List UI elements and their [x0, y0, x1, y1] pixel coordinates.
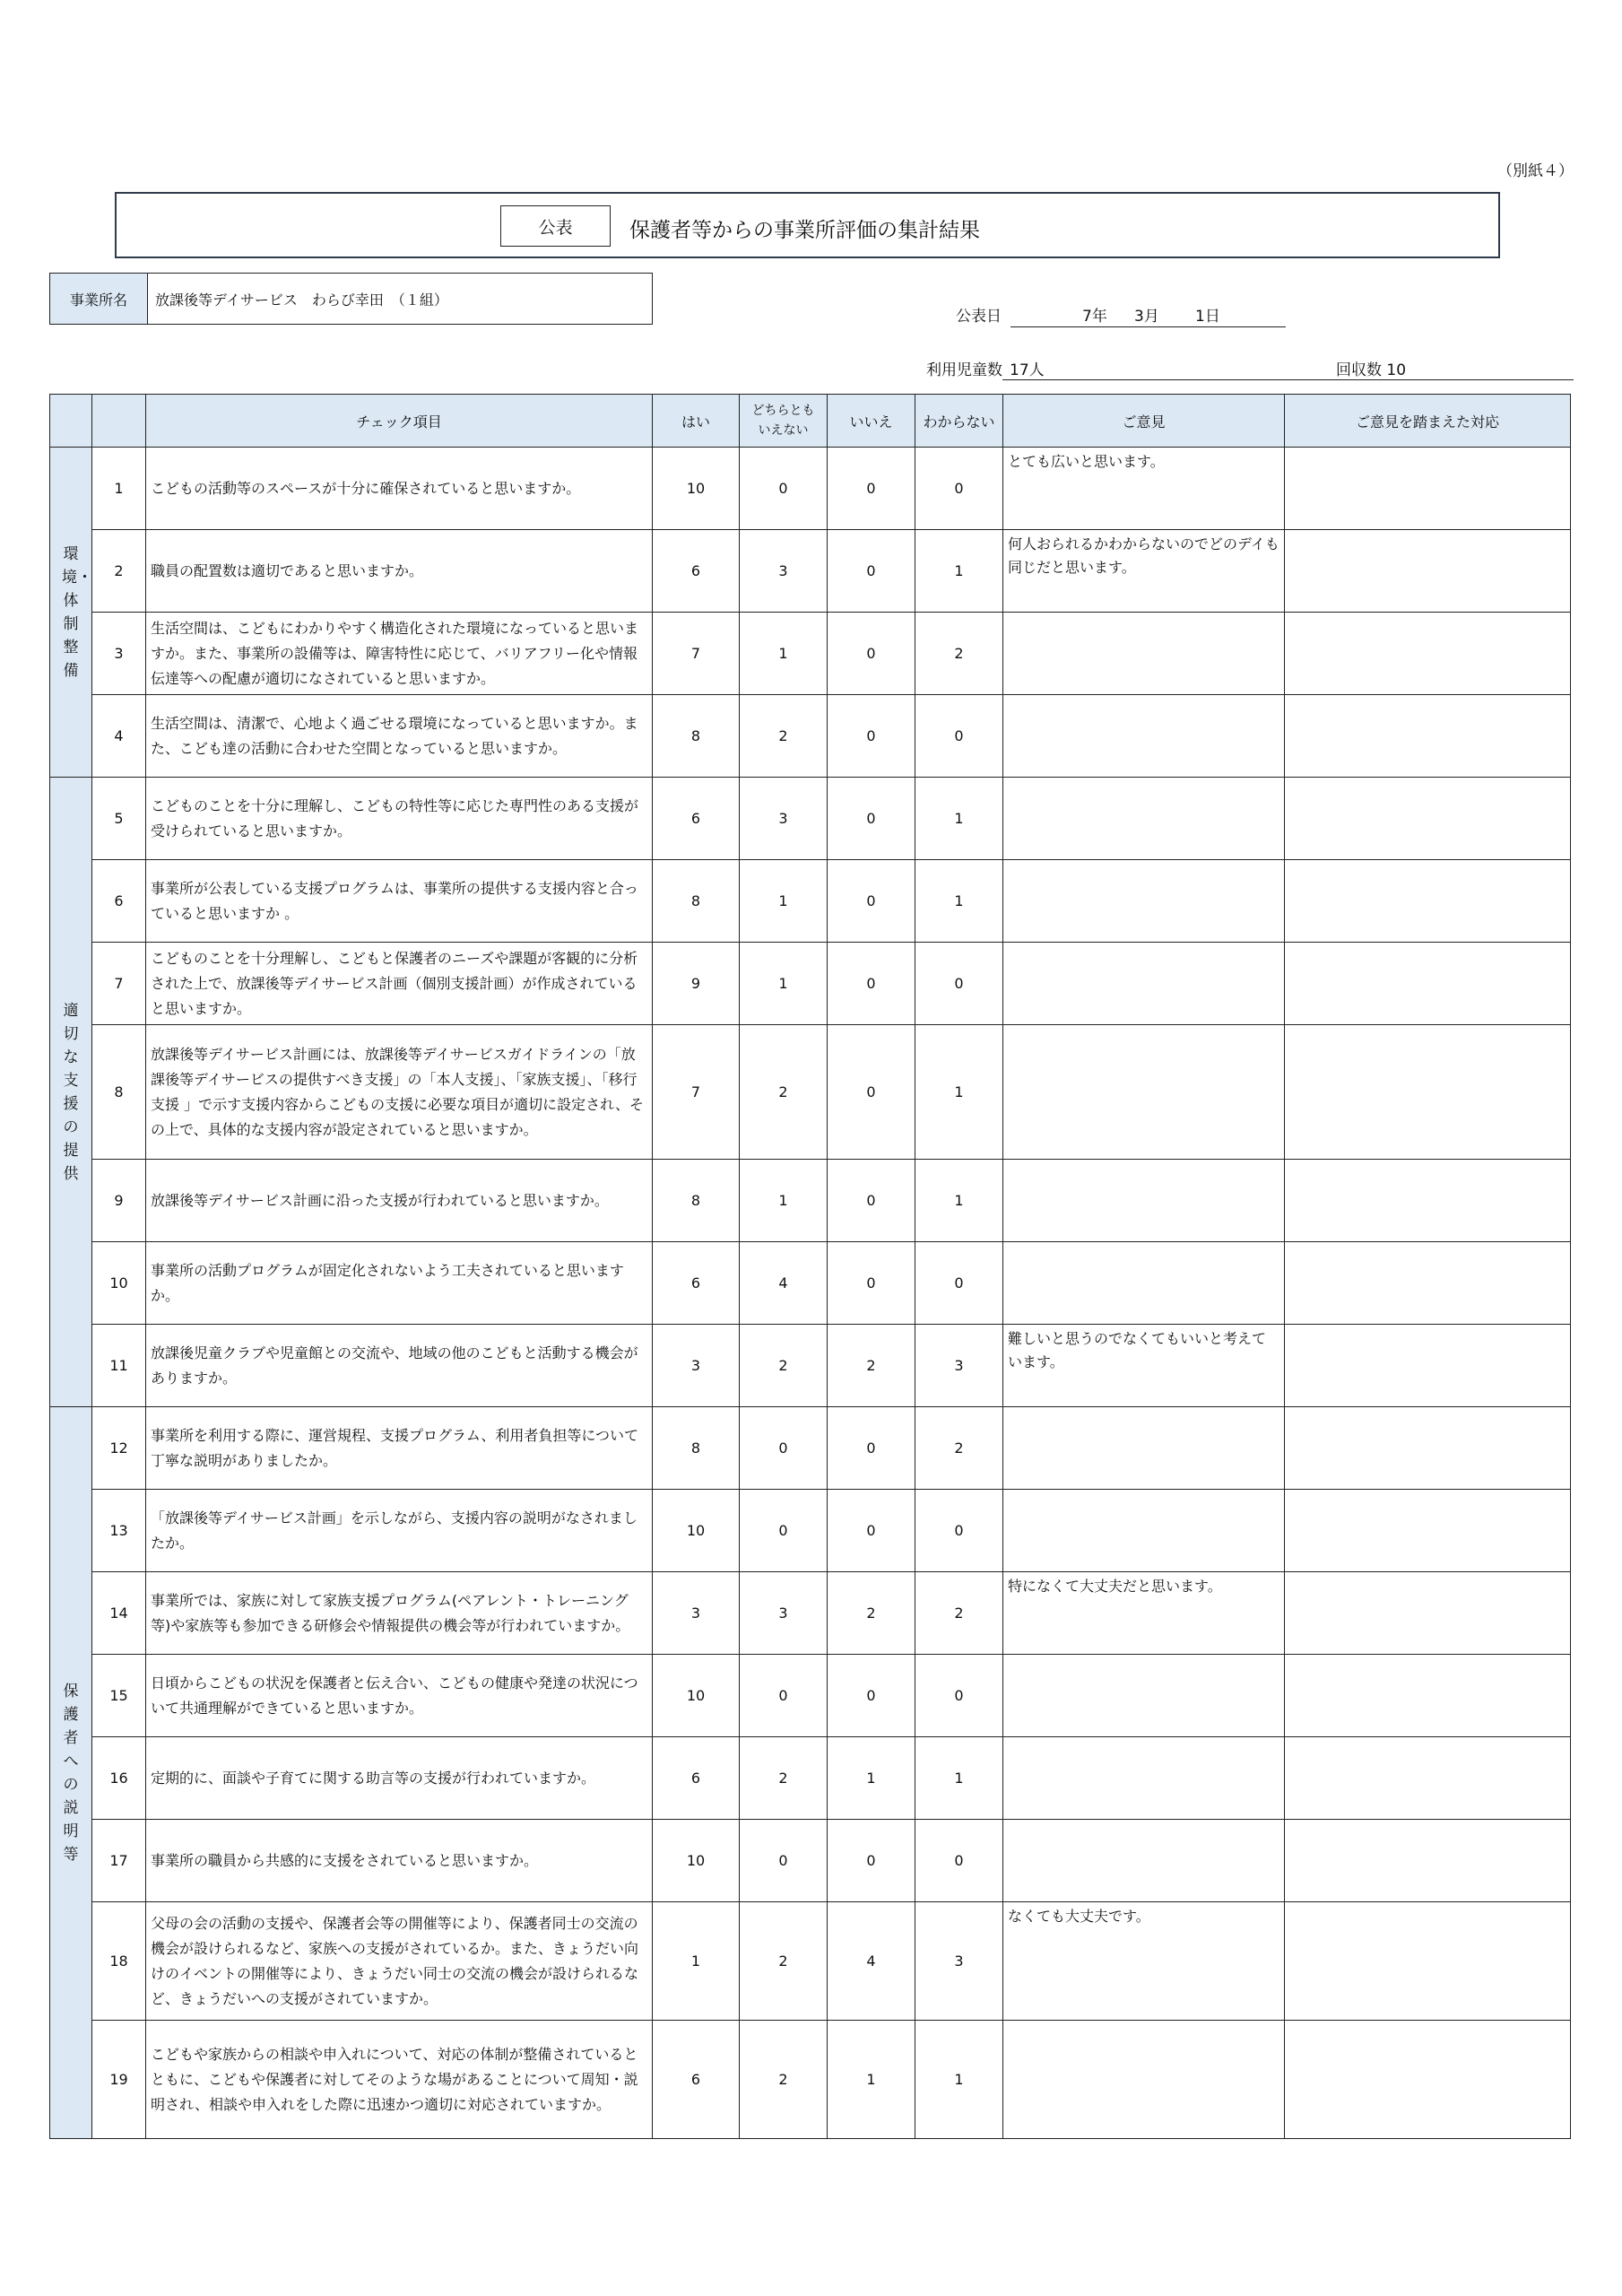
no-count: 0 [828, 1655, 915, 1737]
yes-count: 7 [653, 613, 740, 695]
yes-count: 6 [653, 778, 740, 860]
opinion-text [1003, 2021, 1285, 2139]
no-count: 0 [828, 530, 915, 613]
header-response: ご意見を踏まえた対応 [1285, 395, 1571, 448]
neither-count: 1 [740, 943, 828, 1025]
unknown-count: 1 [915, 778, 1003, 860]
attachment-label: （別紙４） [1497, 162, 1574, 180]
question-text: こどものことを十分に理解し、こどもの特性等に応じた専門性のある支援が受けられていると思いますか。 [146, 778, 653, 860]
unknown-count: 0 [915, 1490, 1003, 1572]
no-count: 4 [828, 1902, 915, 2021]
row-number: 1 [92, 448, 146, 530]
row-number: 5 [92, 778, 146, 860]
opinion-text [1003, 613, 1285, 695]
opinion-text [1003, 860, 1285, 943]
yes-count: 7 [653, 1025, 740, 1160]
question-text: 放課後等デイサービス計画には、放課後等デイサービスガイドラインの「放課後等デイサービスの提供すべき支援」の「本人支援」、「家族支援」、「移行支援 」で示す支援内容からこどもの支援に必要な項目が適切に設定され、その上で、具体的な支援内容が設定されていると思いますか。 [146, 1025, 653, 1160]
neither-count: 2 [740, 2021, 828, 2139]
opinion-text [1003, 943, 1285, 1025]
table-row [50, 778, 1571, 860]
unknown-count: 0 [915, 1820, 1003, 1902]
yes-count: 6 [653, 1242, 740, 1325]
no-count: 0 [828, 1025, 915, 1160]
opinion-text [1003, 1025, 1285, 1160]
question-text: 放課後等デイサービス計画に沿った支援が行われていると思いますか。 [146, 1160, 653, 1242]
question-text: 事業所の活動プログラムが固定化されないよう工夫されていると思いますか。 [146, 1242, 653, 1325]
table-row [50, 1025, 1571, 1160]
yes-count: 3 [653, 1572, 740, 1655]
no-count: 0 [828, 613, 915, 695]
neither-count: 1 [740, 1160, 828, 1242]
response-text [1285, 695, 1571, 778]
opinion-text [1003, 1655, 1285, 1737]
yes-count: 1 [653, 1902, 740, 2021]
no-count: 0 [828, 1820, 915, 1902]
opinion-text: とても広いと思います。 [1003, 448, 1285, 530]
response-text [1285, 860, 1571, 943]
neither-count: 0 [740, 448, 828, 530]
question-text: こどもの活動等のスペースが十分に確保されていると思いますか。 [146, 448, 653, 530]
no-count: 0 [828, 778, 915, 860]
table-row [50, 2021, 1571, 2139]
yes-count: 8 [653, 1160, 740, 1242]
users-value: 17人 [1010, 361, 1045, 379]
responses-value: 10 [1386, 361, 1407, 379]
table-row [50, 1490, 1571, 1572]
header-unknown: わからない [915, 395, 1003, 448]
unknown-count: 0 [915, 1655, 1003, 1737]
header-yes: はい [653, 395, 740, 448]
row-number: 8 [92, 1025, 146, 1160]
response-text [1285, 1902, 1571, 2021]
yes-count: 10 [653, 1820, 740, 1902]
row-number: 3 [92, 613, 146, 695]
row-number: 19 [92, 2021, 146, 2139]
row-number: 15 [92, 1655, 146, 1737]
question-text: 職員の配置数は適切であると思いますか。 [146, 530, 653, 613]
row-number: 13 [92, 1490, 146, 1572]
neither-count: 2 [740, 695, 828, 778]
row-number: 18 [92, 1902, 146, 2021]
response-text [1285, 613, 1571, 695]
unknown-count: 0 [915, 1242, 1003, 1325]
no-count: 2 [828, 1325, 915, 1407]
opinion-text: 何人おられるかわからないのでどのデイも同じだと思います。 [1003, 530, 1285, 613]
category-label: 適切な支援の提供 [63, 1001, 79, 1183]
category-label: 環境・体制整備 [62, 544, 92, 680]
header-number [92, 395, 146, 448]
response-text [1285, 1655, 1571, 1737]
response-text [1285, 1820, 1571, 1902]
table-row [50, 1160, 1571, 1242]
question-text: こどもや家族からの相談や申入れについて、対応の体制が整備されているとともに、こどもや保護者に対してそのような場があることについて周知・説明され、相談や申入れをした際に迅速かつ適切に対応されていますか。 [146, 2021, 653, 2139]
table-row [50, 1325, 1571, 1407]
row-number: 4 [92, 695, 146, 778]
kohyo-label: 公表 [500, 205, 611, 247]
question-text: 事業所の職員から共感的に支援をされていると思いますか。 [146, 1820, 653, 1902]
neither-count: 0 [740, 1655, 828, 1737]
opinion-text [1003, 695, 1285, 778]
yes-count: 3 [653, 1325, 740, 1407]
category-cell [50, 1407, 92, 2139]
row-number: 9 [92, 1160, 146, 1242]
row-number: 7 [92, 943, 146, 1025]
table-row [50, 1820, 1571, 1902]
neither-count: 2 [740, 1325, 828, 1407]
response-text [1285, 1572, 1571, 1655]
table-row [50, 613, 1571, 695]
opinion-text: 難しいと思うのでなくてもいいと考えています。 [1003, 1325, 1285, 1407]
opinion-text [1003, 1407, 1285, 1490]
no-count: 0 [828, 695, 915, 778]
table-header-row [50, 395, 1571, 448]
neither-count: 0 [740, 1407, 828, 1490]
question-text: 父母の会の活動の支援や、保護者会等の開催等により、保護者同士の交流の機会が設けられるなど、家族への支援がされているか。また、きょうだい向けのイベントの開催等により、きょうだい同士の交流の機会が設けられるなど、きょうだいへの支援がされていますか。 [146, 1902, 653, 2021]
no-count: 0 [828, 448, 915, 530]
yes-count: 9 [653, 943, 740, 1025]
response-text [1285, 1025, 1571, 1160]
divider [1002, 379, 1574, 380]
neither-count: 1 [740, 613, 828, 695]
publication-month: 3月 [1134, 308, 1159, 326]
neither-count: 1 [740, 860, 828, 943]
table-row [50, 1902, 1571, 2021]
responses-label: 回収数 [1336, 361, 1382, 379]
header-no: いいえ [828, 395, 915, 448]
publication-year: 7年 [1082, 308, 1107, 326]
yes-count: 10 [653, 1490, 740, 1572]
question-text: 事業所では、家族に対して家族支援プログラム(ペアレント・トレーニング等)や家族等も参加できる研修会や情報提供の機会等が行われていますか。 [146, 1572, 653, 1655]
unknown-count: 0 [915, 695, 1003, 778]
category-label: 保護者への説明等 [63, 1682, 79, 1864]
no-count: 0 [828, 1160, 915, 1242]
no-count: 0 [828, 943, 915, 1025]
unknown-count: 3 [915, 1902, 1003, 2021]
question-text: 放課後児童クラブや児童館との交流や、地域の他のこどもと活動する機会がありますか。 [146, 1325, 653, 1407]
category-cell [50, 448, 92, 778]
table-row [50, 860, 1571, 943]
yes-count: 6 [653, 530, 740, 613]
header-opinion: ご意見 [1003, 395, 1285, 448]
table-row [50, 530, 1571, 613]
unknown-count: 0 [915, 943, 1003, 1025]
unknown-count: 1 [915, 2021, 1003, 2139]
table-row [50, 1242, 1571, 1325]
publication-label: 公表日 [956, 308, 1002, 326]
response-text [1285, 530, 1571, 613]
header-category [50, 395, 92, 448]
response-text [1285, 448, 1571, 530]
no-count: 0 [828, 1490, 915, 1572]
neither-count: 0 [740, 1490, 828, 1572]
page-title: 保護者等からの事業所評価の集計結果 [629, 219, 980, 242]
table-body [50, 448, 1571, 2139]
table-row [50, 1572, 1571, 1655]
publication-day: 1日 [1195, 308, 1220, 326]
unknown-count: 1 [915, 1025, 1003, 1160]
no-count: 0 [828, 1407, 915, 1490]
no-count: 1 [828, 2021, 915, 2139]
table-row [50, 695, 1571, 778]
opinion-text: 特になくて大丈夫だと思います。 [1003, 1572, 1285, 1655]
row-number: 14 [92, 1572, 146, 1655]
neither-count: 3 [740, 1572, 828, 1655]
opinion-text [1003, 1160, 1285, 1242]
row-number: 12 [92, 1407, 146, 1490]
response-text [1285, 1490, 1571, 1572]
publication-date [1010, 303, 1286, 327]
neither-count: 3 [740, 778, 828, 860]
yes-count: 6 [653, 1737, 740, 1820]
unknown-count: 1 [915, 1160, 1003, 1242]
row-number: 2 [92, 530, 146, 613]
unknown-count: 1 [915, 1737, 1003, 1820]
no-count: 0 [828, 860, 915, 943]
neither-count: 3 [740, 530, 828, 613]
table-row [50, 448, 1571, 530]
header-neither: どちらとも いえない [740, 395, 828, 448]
question-text: 「放課後等デイサービス計画」を示しながら、支援内容の説明がなされましたか。 [146, 1490, 653, 1572]
responses [1336, 357, 1406, 379]
row-number: 17 [92, 1820, 146, 1902]
office-name: 放課後等デイサービス わらび幸田 （１組） [155, 291, 448, 309]
unknown-count: 2 [915, 613, 1003, 695]
question-text: 定期的に、面談や子育てに関する助言等の支援が行われていますか。 [146, 1737, 653, 1820]
response-text [1285, 2021, 1571, 2139]
neither-count: 0 [740, 1820, 828, 1902]
header-item: チェック項目 [146, 395, 653, 448]
opinion-text [1003, 1737, 1285, 1820]
unknown-count: 2 [915, 1572, 1003, 1655]
opinion-text [1003, 778, 1285, 860]
row-number: 6 [92, 860, 146, 943]
yes-count: 10 [653, 448, 740, 530]
no-count: 0 [828, 1242, 915, 1325]
neither-count: 2 [740, 1737, 828, 1820]
unknown-count: 1 [915, 530, 1003, 613]
response-text [1285, 778, 1571, 860]
no-count: 2 [828, 1572, 915, 1655]
opinion-text [1003, 1490, 1285, 1572]
yes-count: 10 [653, 1655, 740, 1737]
no-count: 1 [828, 1737, 915, 1820]
yes-count: 8 [653, 695, 740, 778]
office-box [49, 273, 653, 325]
survey-table [49, 394, 1571, 2139]
question-text: こどものことを十分理解し、こどもと保護者のニーズや課題が客観的に分析された上で、放課後等デイサービス計画（個別支援計画）が作成されていると思いますか。 [146, 943, 653, 1025]
opinion-text [1003, 1820, 1285, 1902]
category-cell [50, 778, 92, 1407]
unknown-count: 2 [915, 1407, 1003, 1490]
question-text: 事業所を利用する際に、運営規程、支援プログラム、利用者負担等について丁寧な説明がありましたか。 [146, 1407, 653, 1490]
response-text [1285, 1160, 1571, 1242]
yes-count: 8 [653, 1407, 740, 1490]
question-text: 生活空間は、こどもにわかりやすく構造化された環境になっていると思いますか。また、事業所の設備等は、障害特性に応じて、バリアフリー化や情報伝達等への配慮が適切になされていると思いますか。 [146, 613, 653, 695]
table-row [50, 943, 1571, 1025]
response-text [1285, 1737, 1571, 1820]
response-text [1285, 1325, 1571, 1407]
question-text: 日頃からこどもの状況を保護者と伝え合い、こどもの健康や発達の状況について共通理解ができていると思いますか。 [146, 1655, 653, 1737]
row-number: 16 [92, 1737, 146, 1820]
office-label: 事業所名 [50, 274, 148, 324]
table-row [50, 1655, 1571, 1737]
neither-count: 4 [740, 1242, 828, 1325]
title-box [115, 192, 1500, 258]
neither-count: 2 [740, 1025, 828, 1160]
unknown-count: 3 [915, 1325, 1003, 1407]
opinion-text [1003, 1242, 1285, 1325]
row-number: 11 [92, 1325, 146, 1407]
response-text [1285, 943, 1571, 1025]
row-number: 10 [92, 1242, 146, 1325]
yes-count: 8 [653, 860, 740, 943]
response-text [1285, 1407, 1571, 1490]
neither-count: 2 [740, 1902, 828, 2021]
question-text: 生活空間は、清潔で、心地よく過ごせる環境になっていると思いますか。また、こども達の活動に合わせた空間となっていると思いますか。 [146, 695, 653, 778]
question-text: 事業所が公表している支援プログラムは、事業所の提供する支援内容と合っていると思いますか 。 [146, 860, 653, 943]
opinion-text: なくても大丈夫です。 [1003, 1902, 1285, 2021]
table-row [50, 1737, 1571, 1820]
yes-count: 6 [653, 2021, 740, 2139]
users-label: 利用児童数 [926, 361, 1002, 379]
response-text [1285, 1242, 1571, 1325]
unknown-count: 0 [915, 448, 1003, 530]
table-row [50, 1407, 1571, 1490]
unknown-count: 1 [915, 860, 1003, 943]
